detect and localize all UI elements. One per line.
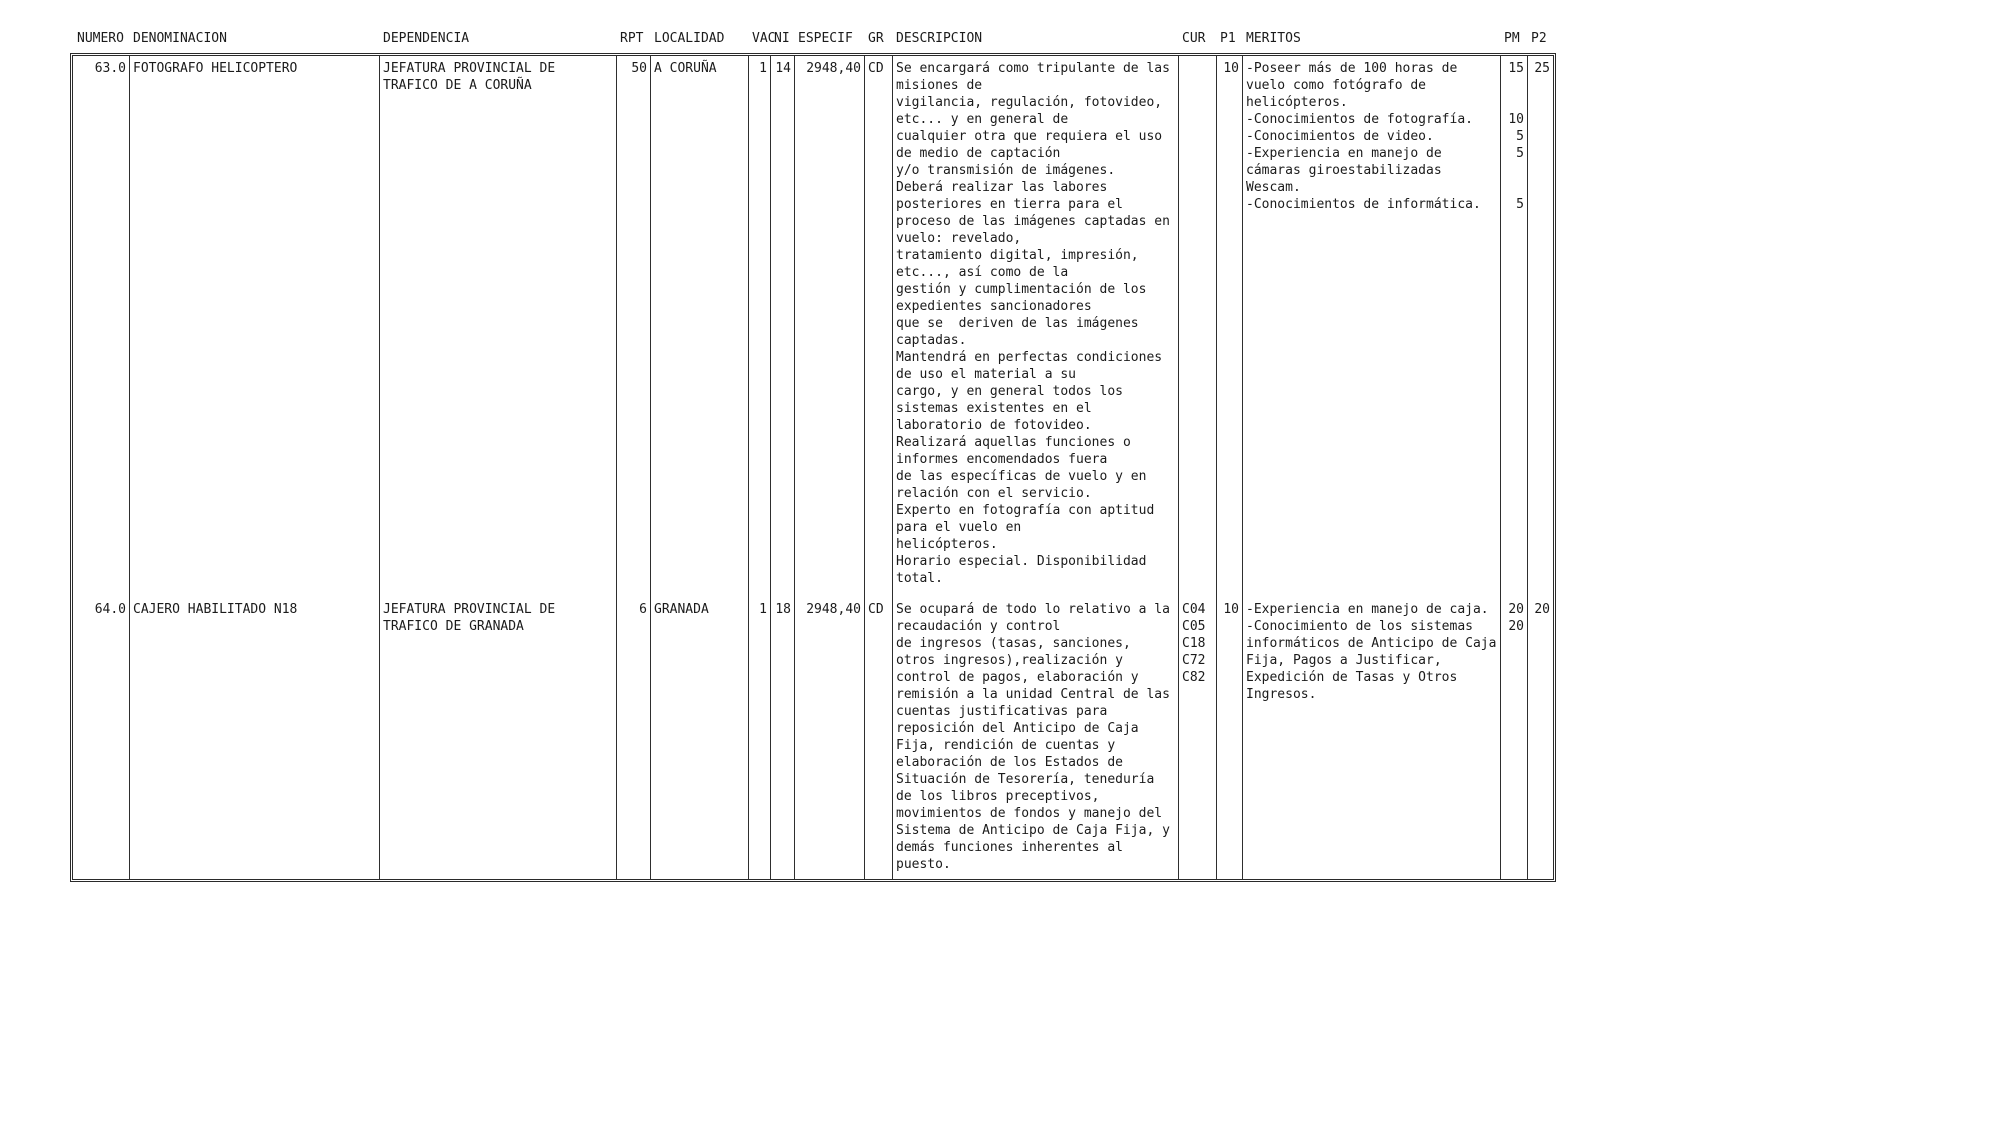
header-rpt: RPT [620,31,644,46]
cell-localidad: GRANADA [650,597,748,879]
cell-descripcion: Se encargará como tripulante de las misiones de vigilancia, regulación, fotovideo, etc... y en general de cualquier otra que requiera el uso de medio de captación y/o transmisión de imágenes. Deberá realizar las labores posteriores en tierra para el proceso de las imágenes captadas en vuelo: revelado, tratamiento digital, impresión, etc..., así como de la gestión y cumplimentación de los expedientes sancionadores que se deriven de las imágenes captadas. Mantendrá en perfectas condiciones de uso el material a su cargo, y en general todos los sistemas existentes en el laboratorio de fotovideo. Realizará aquellas funciones o informes encomendados fuera de las específicas de vuelo y en relación con el servicio. Experto en fotografía con aptitud para el vuelo en helicópteros. Horario especial. Disponibilidad total. [892,56,1178,597]
cell-descripcion: Se ocupará de todo lo relativo a la recaudación y control de ingresos (tasas, sanciones, otros ingresos),realización y control de pagos, elaboración y remisión a la unidad Central de las cuentas justificativas para reposición del Anticipo de Caja Fija, rendición de cuentas y elaboración de los Estados de Situación de Tesorería, teneduría de los libros preceptivos, movimientos de fondos y manejo del Sistema de Anticipo de Caja Fija, y demás funciones inherentes al puesto. [892,597,1178,879]
document-page [70,28,1556,882]
cell-rpt: 50 [616,56,650,597]
header-pm: PM [1504,31,1520,46]
header-descripcion: DESCRIPCION [896,31,983,46]
cell-ni: 14 [770,56,794,597]
header-vac: VAC [752,31,776,46]
cell-p2: 25 [1527,56,1553,597]
header-ni: NI [774,31,790,46]
cell-meritos: -Poseer más de 100 horas de vuelo como fotógrafo de helicópteros. -Conocimientos de fotografía. -Conocimientos de video. -Experiencia en manejo de cámaras giroestabilizadas Wescam. -Conocimientos de informática. [1242,56,1500,597]
cell-denominacion: FOTOGRAFO HELICOPTERO [129,56,379,597]
cell-dependencia: JEFATURA PROVINCIAL DE TRAFICO DE GRANADA [379,597,616,879]
cell-localidad: A CORUÑA [650,56,748,597]
header-especif: ESPECIF [798,31,853,46]
cell-dependencia: JEFATURA PROVINCIAL DE TRAFICO DE A CORUÑA [379,56,616,597]
header-p2: P2 [1531,31,1547,46]
table-row-63 [73,56,1553,597]
header-meritos: MERITOS [1246,31,1301,46]
cell-meritos: -Experiencia en manejo de caja. -Conocimiento de los sistemas informáticos de Anticipo de Caja Fija, Pagos a Justificar, Expedición de Tasas y Otros Ingresos. [1242,597,1500,879]
cell-rpt: 6 [616,597,650,879]
header-p1: P1 [1220,31,1236,46]
cell-gr: CD [864,56,892,597]
header-gr: GR [868,31,884,46]
cell-ni: 18 [770,597,794,879]
table-row-64 [73,597,1553,879]
cell-vac: 1 [748,597,770,879]
header-localidad: LOCALIDAD [654,31,725,46]
header-dependencia: DEPENDENCIA [383,31,470,46]
cell-p2: 20 [1527,597,1553,879]
cell-especif: 2948,40 [794,56,864,597]
header-cur: CUR [1182,31,1206,46]
cell-numero: 63.0 [94,61,126,76]
cell-vac: 1 [748,56,770,597]
cell-cur [1178,56,1216,597]
header-numero: NUMERO [77,31,124,46]
cell-cur: C04 C05 C18 C72 C82 [1178,597,1216,879]
cell-numero: 64.0 [94,602,126,617]
cell-pm: 20 20 [1500,597,1527,879]
cell-p1: 10 [1216,56,1242,597]
cell-gr: CD [864,597,892,879]
cell-pm: 15 10 5 5 5 [1500,56,1527,597]
cell-p1: 10 [1216,597,1242,879]
cell-especif: 2948,40 [794,597,864,879]
table-header [70,28,1556,49]
header-denominacion: DENOMINACION [133,31,227,46]
positions-table [70,53,1556,882]
cell-denominacion: CAJERO HABILITADO N18 [129,597,379,879]
